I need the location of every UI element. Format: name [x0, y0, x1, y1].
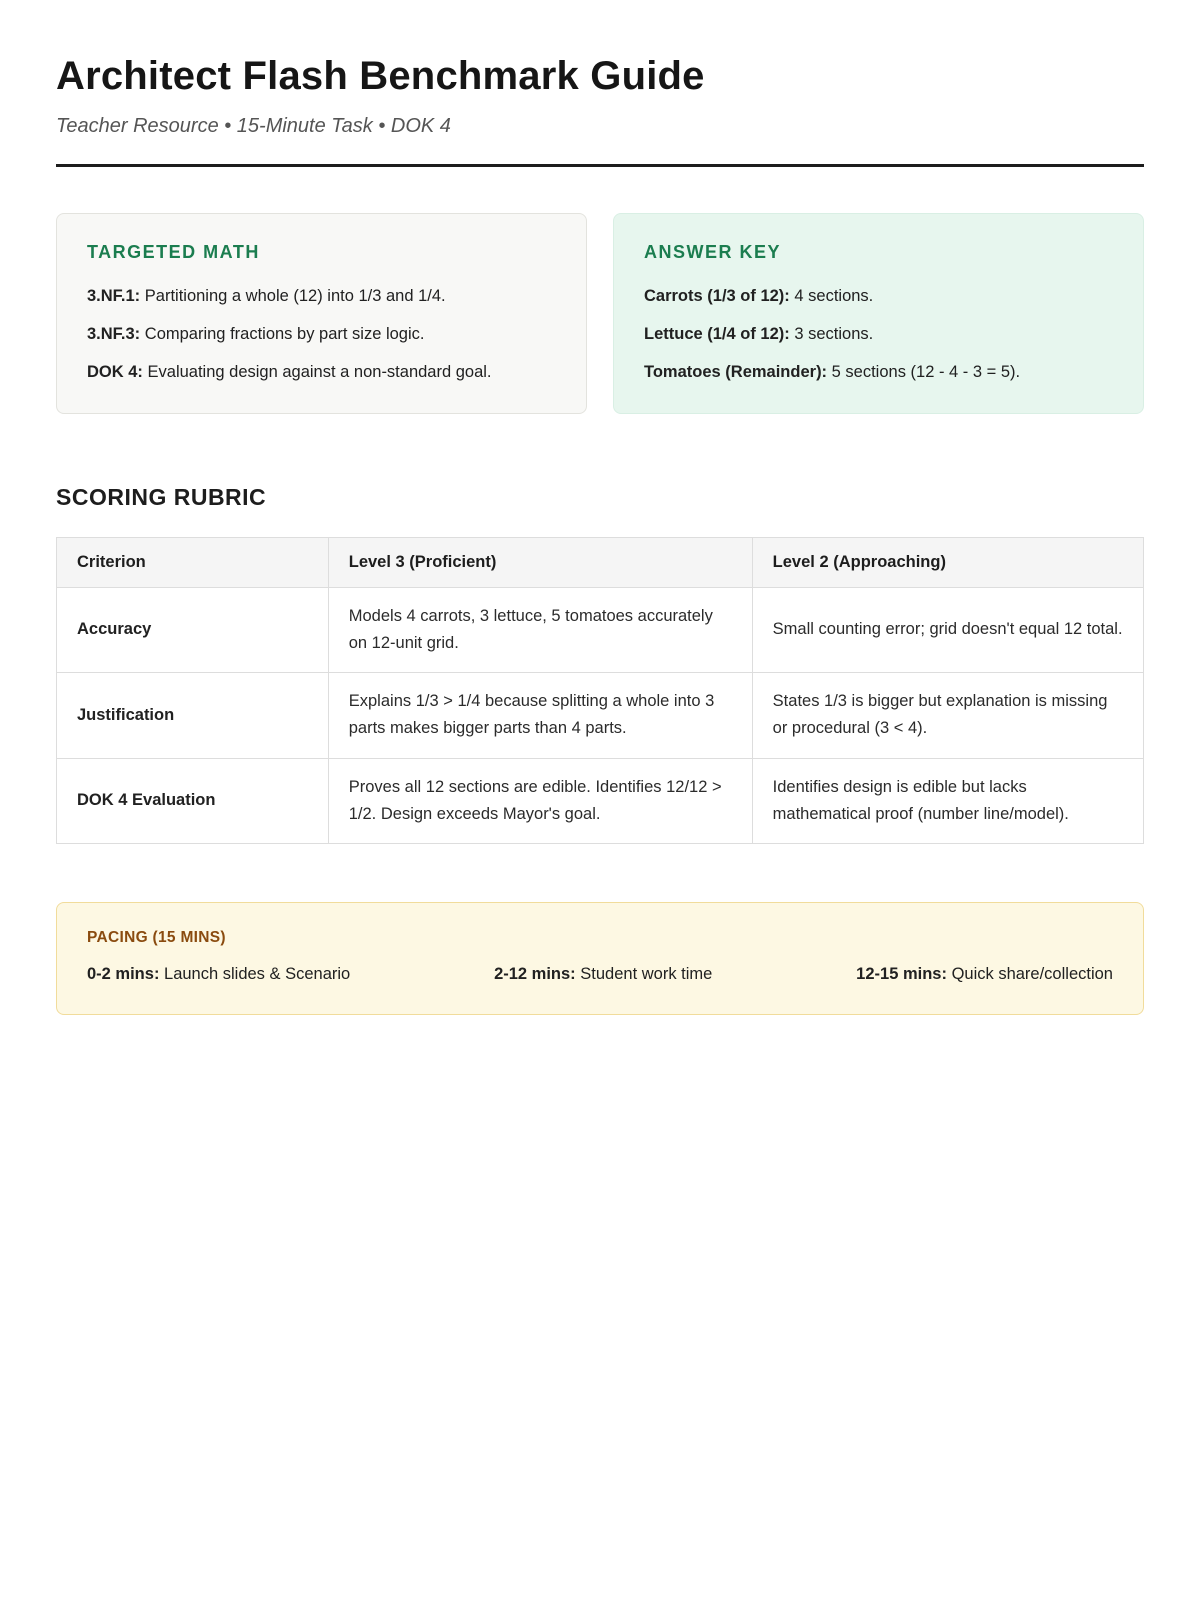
level2-cell: States 1/3 is bigger but explanation is missing or procedural (3 < 4). [752, 673, 1143, 758]
item-label: DOK 4: [87, 362, 143, 381]
table-row-justification [57, 673, 1144, 758]
item-text: Comparing fractions by part size logic. [144, 324, 425, 343]
targeted-math-item-2 [87, 323, 556, 347]
table-header-row [57, 537, 1144, 587]
targeted-math-box [56, 213, 587, 414]
item-text: 4 sections. [794, 287, 874, 305]
page-subtitle: Teacher Resource • 15-Minute Task • DOK 4 [56, 115, 451, 137]
item-label: Carrots (1/3 of 12): [644, 287, 790, 305]
level3-cell: Models 4 carrots, 3 lettuce, 5 tomatoes accurately on 12-unit grid. [328, 587, 752, 672]
pacing-item-3 [856, 965, 1113, 984]
level3-cell: Proves all 12 sections are edible. Identifies 12/12 > 1/2. Design exceeds Mayor's goal. [328, 758, 752, 843]
pacing-heading: PACING (15 MINS) [87, 929, 226, 947]
targeted-math-item-3 [87, 361, 556, 385]
answer-key-box [613, 213, 1144, 414]
level2-cell: Small counting error; grid doesn't equal 12 total. [752, 587, 1143, 672]
item-label: 12-15 mins: [856, 965, 947, 984]
table-row-accuracy [57, 587, 1144, 672]
column-header-criterion: Criterion [57, 537, 329, 587]
targeted-math-item-1 [87, 285, 556, 309]
item-label: Lettuce (1/4 of 12): [644, 324, 790, 343]
item-label: 3.NF.1: [87, 287, 141, 305]
item-text: Launch slides & Scenario [164, 965, 351, 984]
answer-key-item-2 [644, 323, 1113, 347]
item-text: Evaluating design against a non-standard goal. [147, 362, 492, 381]
targeted-math-heading: TARGETED MATH [87, 242, 260, 262]
header-divider [56, 164, 1144, 167]
column-header-level3: Level 3 (Proficient) [328, 537, 752, 587]
answer-key-item-1 [644, 285, 1113, 309]
level3-cell: Explains 1/3 > 1/4 because splitting a whole into 3 parts makes bigger parts than 4 parts. [328, 673, 752, 758]
item-label: 0-2 mins: [87, 965, 160, 984]
item-label: 2-12 mins: [494, 965, 576, 984]
column-header-level2: Level 2 (Approaching) [752, 537, 1143, 587]
item-text: Student work time [580, 965, 713, 984]
info-boxes [56, 213, 1144, 414]
scoring-rubric-heading: SCORING RUBRIC [56, 483, 267, 510]
pacing-item-2 [494, 965, 712, 984]
level2-cell: Identifies design is edible but lacks mathematical proof (number line/model). [752, 758, 1143, 843]
pacing-box [56, 902, 1144, 1015]
item-label: 3.NF.3: [87, 324, 141, 343]
item-text: 3 sections. [794, 324, 874, 343]
answer-key-heading: ANSWER KEY [644, 242, 782, 262]
item-text: 5 sections (12 - 4 - 3 = 5). [831, 362, 1021, 381]
answer-key-item-3 [644, 361, 1113, 385]
criterion-cell: Justification [57, 673, 329, 758]
pacing-item-1 [87, 965, 350, 984]
pacing-items [87, 965, 1113, 984]
criterion-cell: DOK 4 Evaluation [57, 758, 329, 843]
criterion-cell: Accuracy [57, 587, 329, 672]
item-text: Quick share/collection [951, 965, 1113, 984]
page-title: Architect Flash Benchmark Guide [56, 54, 705, 98]
table-row-dok4-evaluation [57, 758, 1144, 843]
scoring-rubric-table [56, 537, 1144, 844]
item-label: Tomatoes (Remainder): [644, 362, 828, 381]
item-text: Partitioning a whole (12) into 1/3 and 1/4. [144, 287, 446, 305]
